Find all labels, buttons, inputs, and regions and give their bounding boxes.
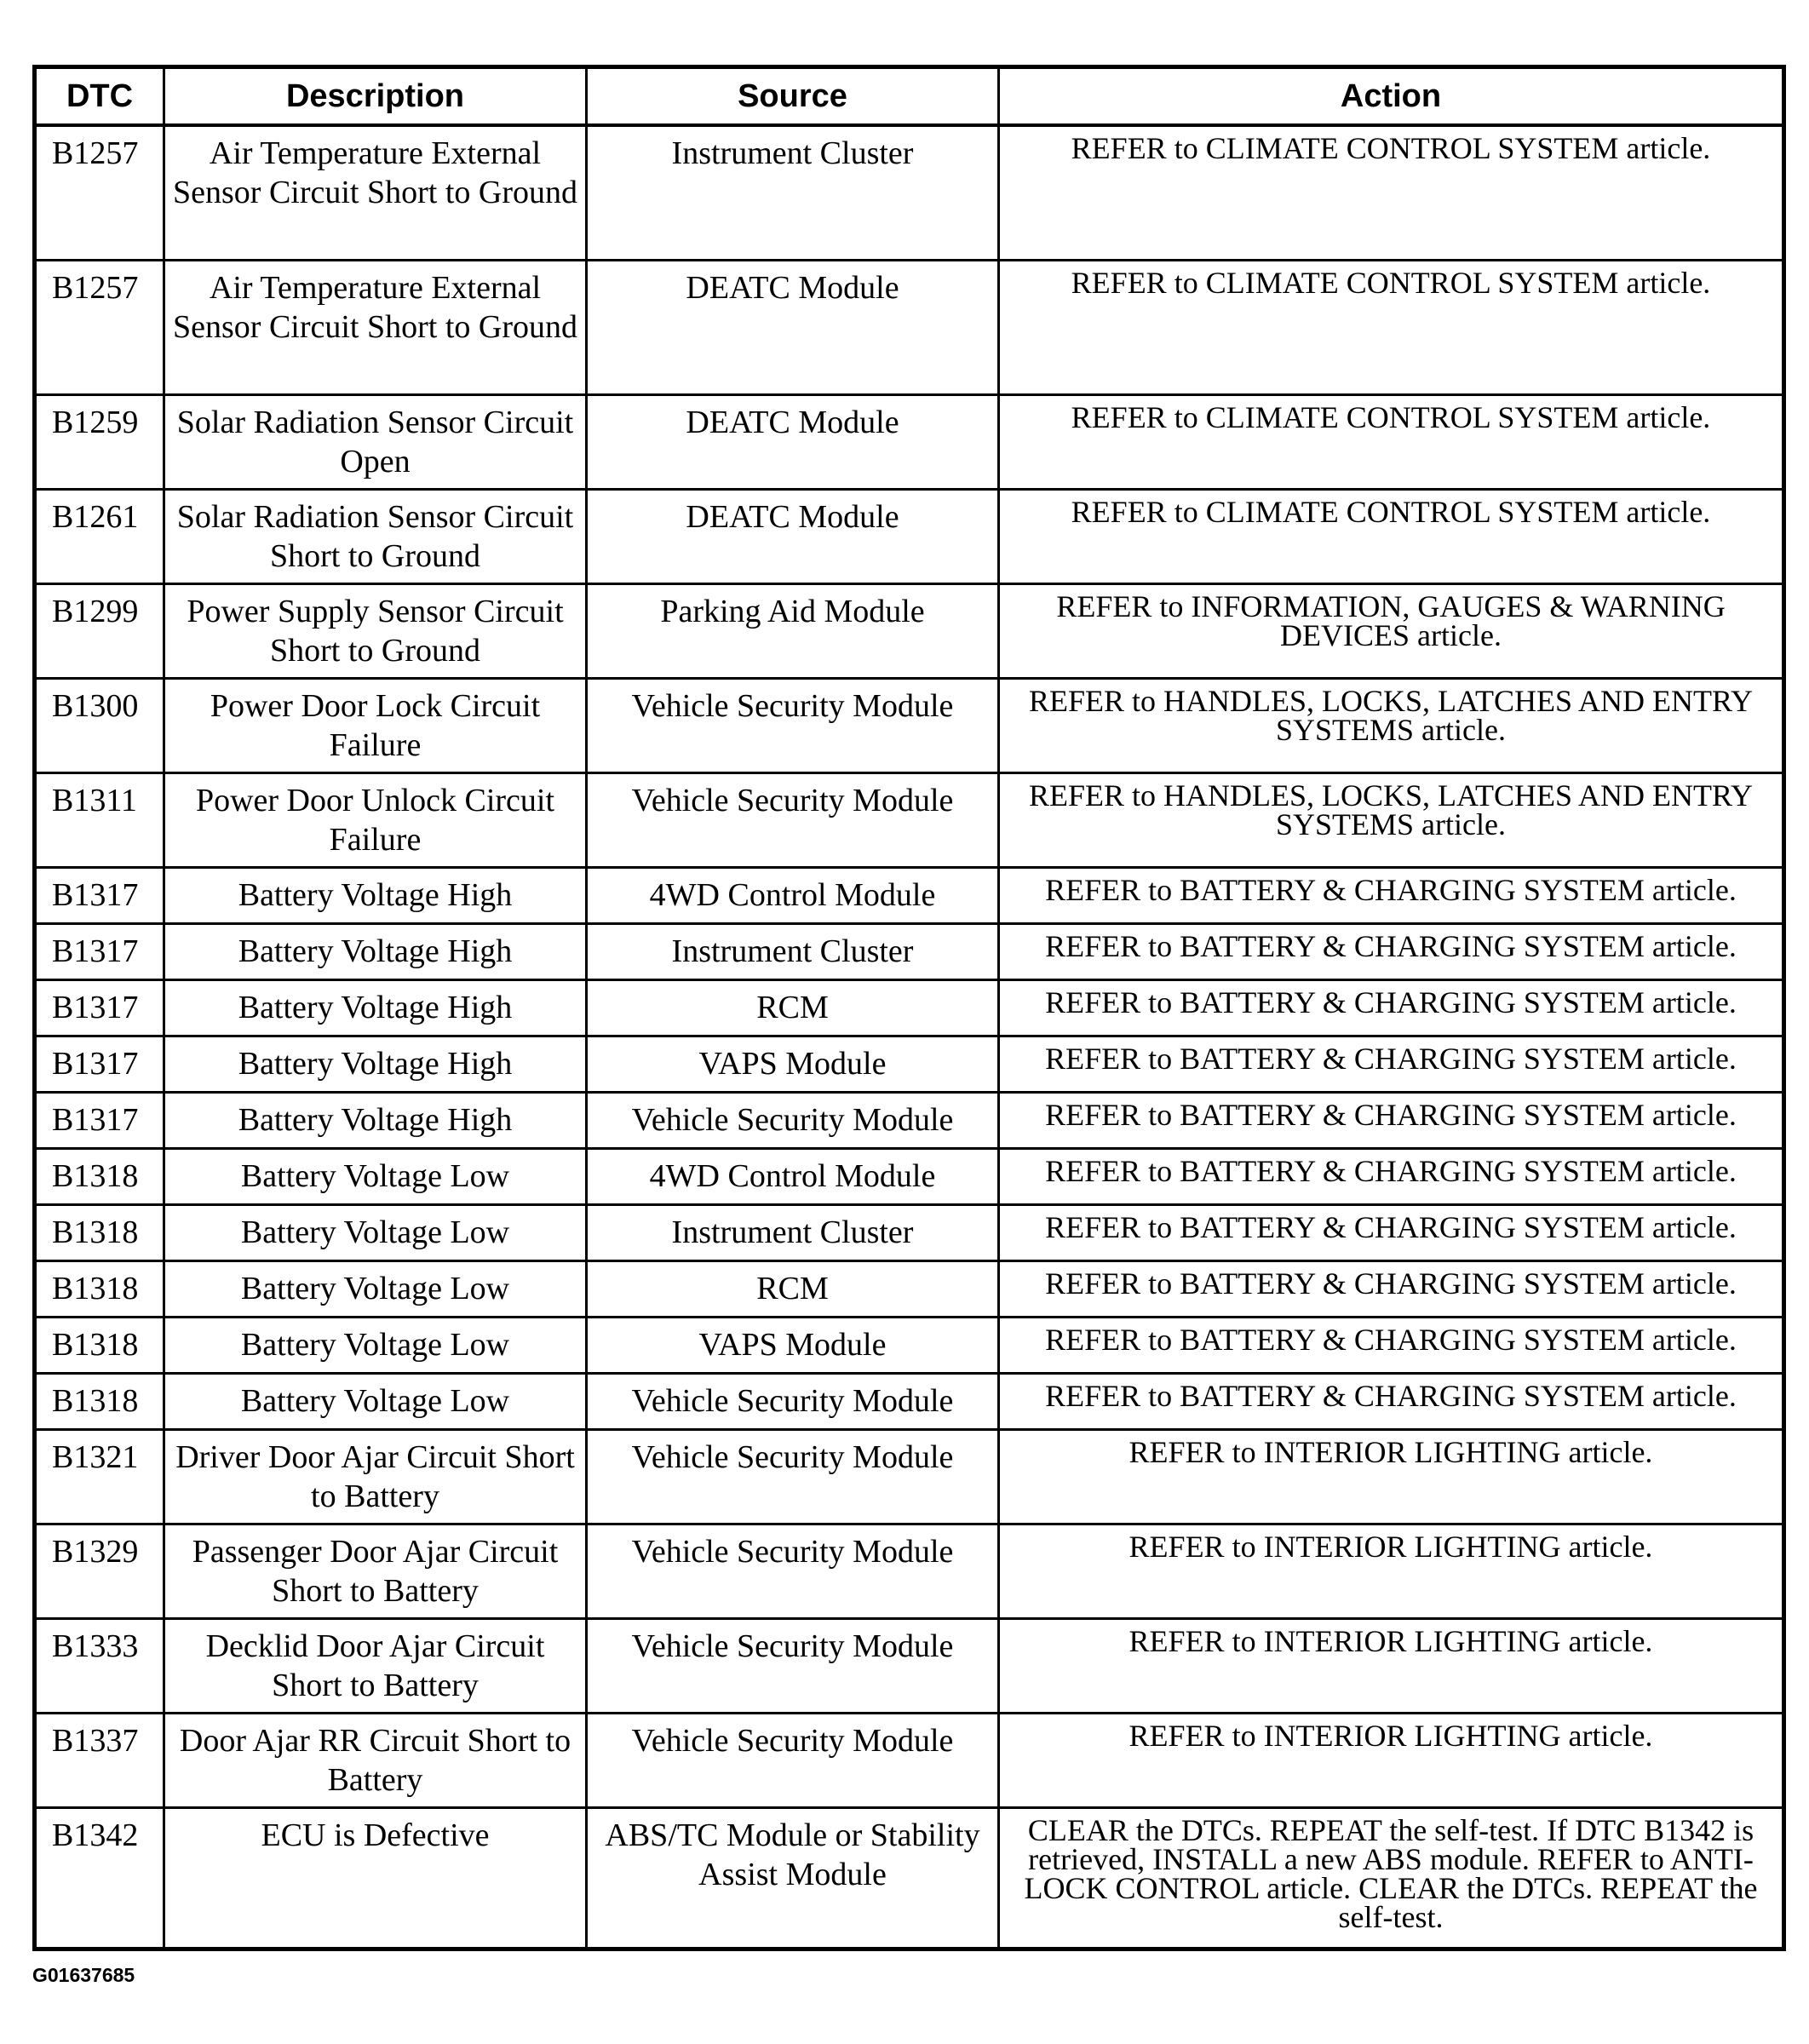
description-cell: Battery Voltage Low (164, 1260, 587, 1317)
description-cell: Power Door Lock Circuit Failure (164, 678, 587, 772)
table-body (35, 125, 1784, 1949)
table-row (35, 1618, 1784, 1713)
table-row (35, 772, 1784, 867)
table-row (35, 1373, 1784, 1429)
dtc-cell: B1317 (35, 1092, 164, 1148)
description-cell: Power Door Unlock Circuit Failure (164, 772, 587, 867)
action-cell: REFER to BATTERY & CHARGING SYSTEM article. (999, 1204, 1784, 1260)
source-cell: Parking Aid Module (587, 583, 999, 678)
table-row (35, 394, 1784, 489)
table-row (35, 1429, 1784, 1524)
dtc-cell: B1318 (35, 1373, 164, 1429)
source-cell: RCM (587, 979, 999, 1036)
action-cell: REFER to BATTERY & CHARGING SYSTEM article. (999, 1260, 1784, 1317)
table-row (35, 1317, 1784, 1373)
table-row (35, 1148, 1784, 1204)
figure-id: G01637685 (32, 1964, 135, 1986)
source-cell: DEATC Module (587, 394, 999, 489)
dtc-cell: B1342 (35, 1807, 164, 1949)
source-cell: Vehicle Security Module (587, 772, 999, 867)
dtc-cell: B1321 (35, 1429, 164, 1524)
description-cell: Battery Voltage High (164, 1036, 587, 1092)
action-cell: REFER to BATTERY & CHARGING SYSTEM article. (999, 923, 1784, 979)
table-row (35, 678, 1784, 772)
description-cell: Battery Voltage High (164, 867, 587, 923)
header-description: Description (164, 67, 587, 126)
action-cell: REFER to INTERIOR LIGHTING article. (999, 1618, 1784, 1713)
table-row (35, 1524, 1784, 1618)
description-cell: Battery Voltage High (164, 923, 587, 979)
source-cell: Vehicle Security Module (587, 1373, 999, 1429)
source-cell: Vehicle Security Module (587, 1092, 999, 1148)
source-cell: Instrument Cluster (587, 923, 999, 979)
action-cell: REFER to HANDLES, LOCKS, LATCHES AND ENTRY SYSTEMS article. (999, 772, 1784, 867)
table-row (35, 1092, 1784, 1148)
table-row (35, 1807, 1784, 1949)
dtc-cell: B1318 (35, 1204, 164, 1260)
source-cell: Vehicle Security Module (587, 678, 999, 772)
action-cell: REFER to BATTERY & CHARGING SYSTEM article. (999, 867, 1784, 923)
action-cell: REFER to CLIMATE CONTROL SYSTEM article. (999, 489, 1784, 583)
action-cell: REFER to INTERIOR LIGHTING article. (999, 1524, 1784, 1618)
description-cell: Battery Voltage Low (164, 1317, 587, 1373)
dtc-cell: B1261 (35, 489, 164, 583)
description-cell: Battery Voltage High (164, 1092, 587, 1148)
action-cell: REFER to BATTERY & CHARGING SYSTEM article. (999, 1148, 1784, 1204)
description-cell: Driver Door Ajar Circuit Short to Battery (164, 1429, 587, 1524)
dtc-cell: B1257 (35, 125, 164, 260)
source-cell: Vehicle Security Module (587, 1713, 999, 1807)
dtc-cell: B1318 (35, 1148, 164, 1204)
source-cell: 4WD Control Module (587, 1148, 999, 1204)
description-cell: Air Temperature External Sensor Circuit Short to Ground (164, 260, 587, 394)
dtc-cell: B1337 (35, 1713, 164, 1807)
action-cell: REFER to BATTERY & CHARGING SYSTEM article. (999, 1036, 1784, 1092)
header-dtc: DTC (35, 67, 164, 126)
action-cell: REFER to BATTERY & CHARGING SYSTEM article. (999, 1373, 1784, 1429)
dtc-cell: B1317 (35, 923, 164, 979)
dtc-cell: B1318 (35, 1317, 164, 1373)
dtc-cell: B1329 (35, 1524, 164, 1618)
description-cell: Solar Radiation Sensor Circuit Open (164, 394, 587, 489)
description-cell: Battery Voltage Low (164, 1204, 587, 1260)
action-cell: REFER to INFORMATION, GAUGES & WARNING DEVICES article. (999, 583, 1784, 678)
dtc-table (32, 65, 1786, 1951)
action-cell: REFER to CLIMATE CONTROL SYSTEM article. (999, 260, 1784, 394)
action-cell: REFER to BATTERY & CHARGING SYSTEM article. (999, 979, 1784, 1036)
source-cell: Vehicle Security Module (587, 1429, 999, 1524)
source-cell: DEATC Module (587, 489, 999, 583)
description-cell: Passenger Door Ajar Circuit Short to Battery (164, 1524, 587, 1618)
dtc-cell: B1300 (35, 678, 164, 772)
dtc-cell: B1318 (35, 1260, 164, 1317)
table-row (35, 125, 1784, 260)
action-cell: REFER to HANDLES, LOCKS, LATCHES AND ENTRY SYSTEMS article. (999, 678, 1784, 772)
table-row (35, 867, 1784, 923)
source-cell: Vehicle Security Module (587, 1618, 999, 1713)
table-row (35, 1036, 1784, 1092)
description-cell: Power Supply Sensor Circuit Short to Ground (164, 583, 587, 678)
dtc-cell: B1257 (35, 260, 164, 394)
dtc-cell: B1333 (35, 1618, 164, 1713)
header-source: Source (587, 67, 999, 126)
description-cell: Air Temperature External Sensor Circuit Short to Ground (164, 125, 587, 260)
action-cell: REFER to BATTERY & CHARGING SYSTEM article. (999, 1317, 1784, 1373)
source-cell: Instrument Cluster (587, 125, 999, 260)
source-cell: VAPS Module (587, 1317, 999, 1373)
description-cell: Solar Radiation Sensor Circuit Short to Ground (164, 489, 587, 583)
description-cell: Battery Voltage Low (164, 1373, 587, 1429)
action-cell: REFER to CLIMATE CONTROL SYSTEM article. (999, 394, 1784, 489)
description-cell: Decklid Door Ajar Circuit Short to Battery (164, 1618, 587, 1713)
dtc-cell: B1317 (35, 867, 164, 923)
header-row (35, 67, 1784, 126)
header-action: Action (999, 67, 1784, 126)
table-row (35, 489, 1784, 583)
description-cell: ECU is Defective (164, 1807, 587, 1949)
description-cell: Door Ajar RR Circuit Short to Battery (164, 1713, 587, 1807)
table-row (35, 923, 1784, 979)
source-cell: DEATC Module (587, 260, 999, 394)
action-cell: REFER to CLIMATE CONTROL SYSTEM article. (999, 125, 1784, 260)
table-row (35, 1260, 1784, 1317)
description-cell: Battery Voltage Low (164, 1148, 587, 1204)
description-cell: Battery Voltage High (164, 979, 587, 1036)
action-cell: REFER to INTERIOR LIGHTING article. (999, 1429, 1784, 1524)
table-row (35, 260, 1784, 394)
source-cell: 4WD Control Module (587, 867, 999, 923)
action-cell: CLEAR the DTCs. REPEAT the self-test. If DTC B1342 is retrieved, INSTALL a new ABS module. REFER to ANTI-LOCK CONTROL article. CLEAR the DTCs. REPEAT the self-test. (999, 1807, 1784, 1949)
source-cell: Vehicle Security Module (587, 1524, 999, 1618)
action-cell: REFER to BATTERY & CHARGING SYSTEM article. (999, 1092, 1784, 1148)
dtc-cell: B1317 (35, 1036, 164, 1092)
dtc-cell: B1299 (35, 583, 164, 678)
source-cell: RCM (587, 1260, 999, 1317)
dtc-cell: B1259 (35, 394, 164, 489)
table-row (35, 1713, 1784, 1807)
source-cell: VAPS Module (587, 1036, 999, 1092)
dtc-cell: B1311 (35, 772, 164, 867)
source-cell: ABS/TC Module or Stability Assist Module (587, 1807, 999, 1949)
source-cell: Instrument Cluster (587, 1204, 999, 1260)
table-row (35, 1204, 1784, 1260)
action-cell: REFER to INTERIOR LIGHTING article. (999, 1713, 1784, 1807)
dtc-cell: B1317 (35, 979, 164, 1036)
table-row (35, 979, 1784, 1036)
table-row (35, 583, 1784, 678)
